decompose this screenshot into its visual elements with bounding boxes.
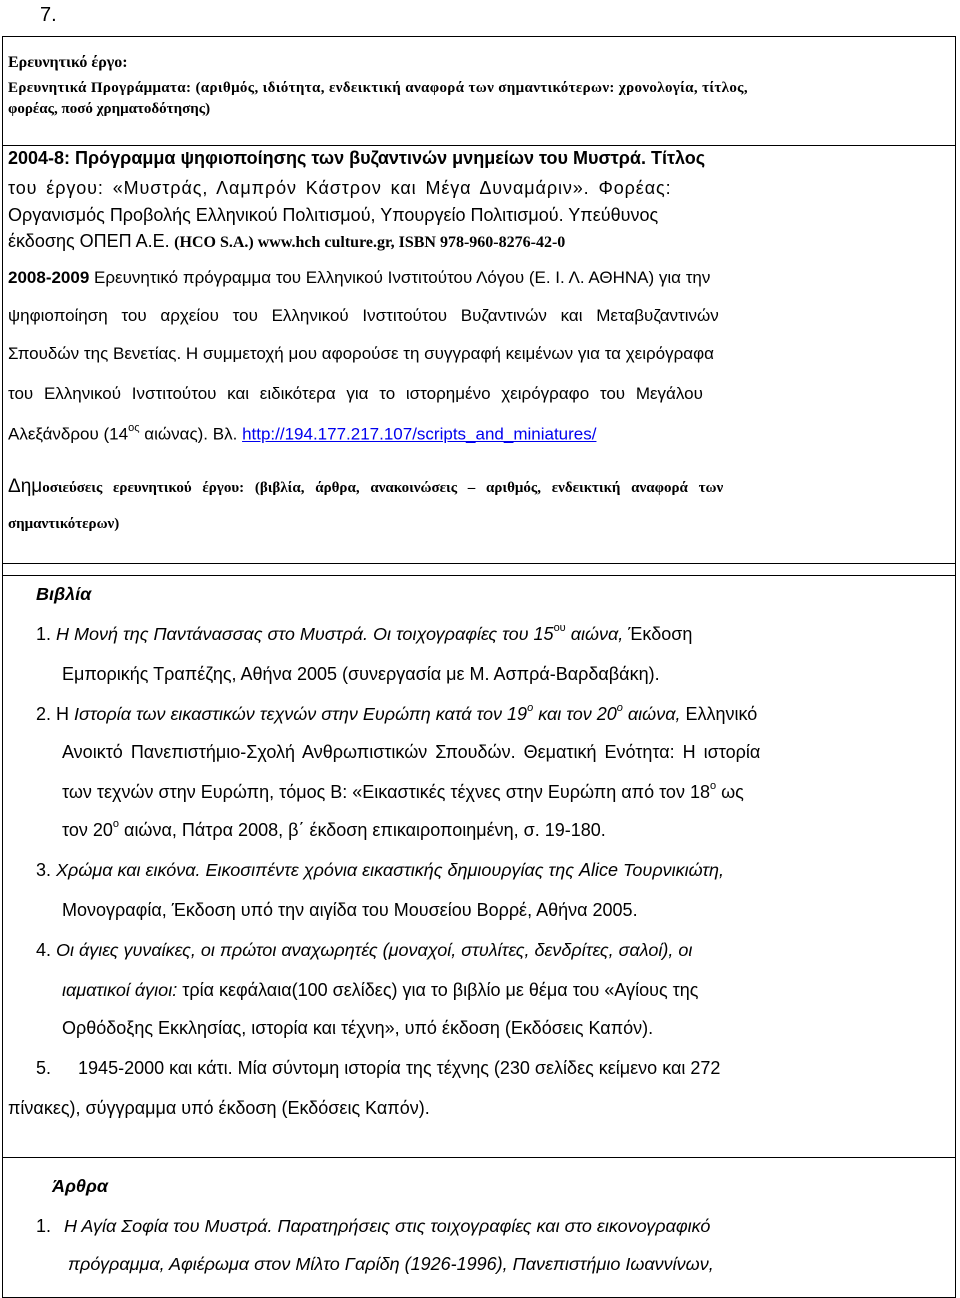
program-text: Αλεξάνδρου (14: [8, 424, 129, 444]
book-text: Ορθόδοξης Εκκλησίας, ιστορία και τέχνη», υπό έκδοση (Εκδόσεις Καπόν).: [62, 1018, 654, 1038]
book-title: αιώνα,: [627, 704, 681, 724]
programs-intro-line: φορέας, ποσό χρηματοδότησης): [8, 101, 211, 117]
program-isbn: (HCO S.A.) www.hch culture.gr, ISBN 978-960-8276-42-0: [174, 234, 566, 251]
publications-intro-text: οσιεύσεις ερευνητικού έργου: (βιβλία, άρθρα, ανακοινώσεις – αριθμός, ενδεικτική αναφορά των: [42, 480, 724, 496]
book-text: πίνακες), σύγγραμμα υπό έκδοση (Εκδόσεις Καπόν).: [8, 1098, 430, 1118]
superscript: ο: [112, 818, 120, 830]
book-title: Η Μονή της Παντάνασσας στο Μυστρά. Οι τοιχογραφίες του 15: [56, 624, 554, 644]
superscript: ο: [527, 702, 534, 714]
program-text: ψηφιοποίηση του αρχείου του Ελληνικού Ινστιτούτου Βυζαντινών και Μεταβυζαντινών: [8, 306, 719, 325]
book-entry: [36, 704, 757, 725]
section-divider: [3, 563, 955, 564]
programs-intro-line: [8, 80, 954, 97]
book-text: Ελληνικό: [685, 704, 758, 724]
page-number: 7.: [40, 4, 57, 26]
book-text-line: [62, 980, 698, 1001]
program-reference-line: [8, 424, 596, 445]
book-text: τρία κεφάλαια(100 σελίδες) για το βιβλίο με θέμα του «Αγίους της: [182, 980, 699, 1000]
book-title: αιώνα,: [570, 624, 624, 644]
book-text: 1945-2000 και κάτι. Μία σύντομη ιστορία της τέχνης (230 σελίδες κείμενο και 272: [78, 1058, 721, 1078]
program-text: αιώνας). Βλ.: [144, 424, 238, 444]
book-text: Μονογραφία, Έκδοση υπό την αιγίδα του Μουσείου Βορρέ, Αθήνα 2005.: [62, 900, 638, 920]
book-text: Έκδοση: [628, 624, 693, 644]
book-title: Ιστορία των εικαστικών τεχνών στην Ευρώπη κατά τον 19: [74, 704, 528, 724]
archive-link[interactable]: http://194.177.217.107/scripts_and_miniatures/: [242, 424, 597, 444]
list-number: 1.: [36, 1216, 52, 1236]
list-number: 2.: [36, 704, 52, 724]
book-entry: [36, 940, 692, 961]
book-text: αιώνα, Πάτρα 2008, β΄ έκδοση επικαιροποιημένη, σ. 19-180.: [124, 820, 606, 840]
program-year: 2008-2009: [8, 268, 90, 287]
publications-intro-big: Δημ: [8, 476, 43, 497]
books-heading: Βιβλία: [36, 584, 92, 604]
book-entry: [36, 624, 692, 645]
program-text: 2004-8: Πρόγραμμα ψηφιοποίησης των βυζαντινών μνημείων του Μυστρά. Τίτλος: [8, 148, 706, 168]
book-text: Ανοικτό Πανεπιστήμιο-Σχολή Ανθρωπιστικών Σπουδών. Θεματική Ενότητα: Η ιστορία: [62, 742, 761, 762]
section-divider: [3, 145, 955, 146]
book-text: ως: [721, 782, 744, 802]
program-text: του Ελληνικού Ινστιτούτου και ειδικότερα για το ιστορημένο χειρόγραφο του Μεγάλου: [8, 384, 703, 403]
program-text: Σπουδών της Βενετίας. Η συμμετοχή μου αφορούσε τη συγγραφή κειμένων για τα χειρόγραφα: [8, 344, 714, 363]
article-text: πρόγραμμα, Αφιέρωμα στον Μίλτο Γαρίδη (1926-1996), Πανεπιστήμιο Ιωαννίνων,: [68, 1254, 714, 1274]
program-text: έκδοσης ΟΠΕΠ Α.Ε.: [8, 231, 170, 251]
book-entry: [36, 1058, 720, 1079]
programs-intro-text: Ερευνητικά Προγράμματα: (αριθμός, ιδιότητα, ενδεικτική αναφορά των σημαντικότερων: χρονολογία, τίτλος,: [8, 80, 748, 96]
articles-heading: Άρθρα: [52, 1176, 108, 1196]
list-number: 1.: [36, 624, 52, 644]
book-text: των τεχνών στην Ευρώπη, τόμος Β: «Εικαστικές τέχνες στην Ευρώπη από τον 18: [62, 782, 710, 802]
book-entry: [36, 860, 724, 881]
book-title: Οι άγιες γυναίκες, οι πρώτοι αναχωρητές (μοναχοί, στυλίτες, δενδρίτες, σαλοί), οι: [56, 940, 693, 960]
book-text: τον 20: [62, 820, 113, 840]
research-heading: Ερευνητικό έργο:: [8, 54, 128, 71]
superscript: ου: [553, 622, 566, 634]
program-entry: [8, 148, 705, 169]
book-title: ιαματικοί άγιοι:: [62, 980, 178, 1000]
list-number: 4.: [36, 940, 52, 960]
list-number: 3.: [36, 860, 52, 880]
section-divider: [3, 1157, 955, 1158]
program-text: του έργου: «Μυστράς, Λαμπρόν Κάστρον και Μέγα Δυναμάριν». Φορέας:: [8, 178, 672, 198]
program-text: Ερευνητικό πρόγραμμα του Ελληνικού Ινστιτούτου Λόγου (Ε. Ι. Λ. ΑΘΗΝΑ) για την: [94, 268, 711, 287]
article-title: Η Αγία Σοφία του Μυστρά. Παρατηρήσεις στις τοιχογραφίες και στο εικονογραφικό: [64, 1216, 711, 1236]
article-entry: [36, 1216, 710, 1237]
book-title: Χρώμα και εικόνα. Εικοσιπέντε χρόνια εικαστικής δημιουργίας της Alice Τουρνικιώτη,: [56, 860, 724, 880]
program-text: Οργανισμός Προβολής Ελληνικού Πολιτισμού, Υπουργείο Πολιτισμού. Υπεύθυνος: [8, 205, 659, 225]
book-text: Η: [56, 704, 70, 724]
book-title: και τον 20: [538, 704, 617, 724]
program-publisher-line: [8, 231, 565, 252]
program-entry: [8, 268, 710, 288]
superscript: ο: [616, 702, 623, 714]
book-text-line: [62, 782, 744, 803]
superscript: ος: [128, 422, 140, 434]
book-text-line: [62, 820, 606, 841]
list-number: 5.: [36, 1058, 52, 1078]
publications-intro-line: [8, 476, 723, 498]
superscript: ο: [709, 780, 717, 792]
book-text: Εμπορικής Τραπέζης, Αθήνα 2005 (συνεργασία με Μ. Ασπρά-Βαρδαβάκη).: [62, 664, 660, 684]
publications-intro-line: σημαντικότερων): [8, 516, 120, 532]
section-divider: [3, 575, 955, 576]
